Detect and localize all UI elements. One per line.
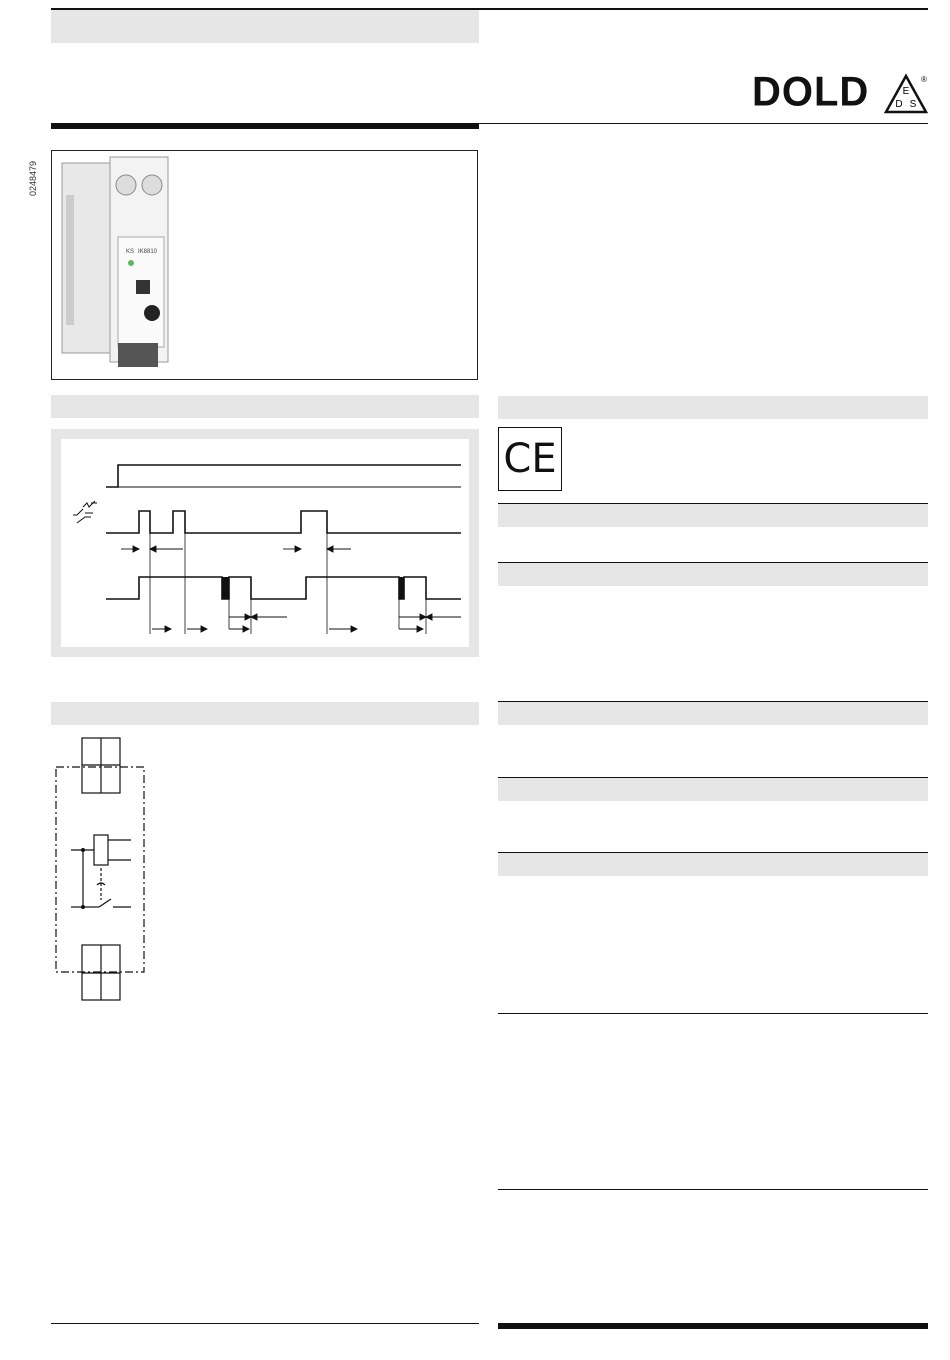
supply-voltage-line [106, 465, 461, 487]
dold-logo: DOLD [752, 68, 870, 116]
approvals-heading-bar [498, 396, 928, 419]
function-heading-bar [498, 563, 928, 586]
output-pulse-mark-1 [222, 577, 229, 599]
enclosure-dashed-border [56, 767, 144, 972]
product-device-illustration [60, 155, 180, 375]
output-pulse-mark-2 [399, 577, 404, 599]
notes-heading-bar [498, 778, 928, 801]
footer-left-rule [51, 1323, 479, 1324]
registered-mark: ® [921, 75, 927, 84]
eds-letter-s: S [909, 99, 917, 110]
eds-letter-d: D [895, 99, 903, 110]
section-divider-1 [498, 1013, 928, 1014]
header-title-bar [51, 10, 479, 43]
timing-diagram [61, 439, 469, 647]
control-input-line [106, 511, 461, 533]
circuit-diagram [51, 735, 161, 1005]
eds-letter-e: E [902, 86, 910, 97]
header-top-rule [51, 8, 928, 10]
header-thin-rule [479, 123, 928, 124]
output-relay-line [106, 577, 461, 599]
ce-mark-box [498, 427, 562, 491]
indicators-heading-bar [498, 702, 928, 725]
header-thick-rule [51, 123, 479, 129]
device-brand-label: KS [126, 249, 135, 255]
technical-data-heading-bar [498, 853, 928, 876]
footer-thick-rule [498, 1323, 928, 1329]
section-divider-2 [498, 1189, 928, 1190]
function-diagram-heading-bar [51, 395, 479, 418]
eds-triangle-icon [884, 72, 930, 116]
ce-mark: CE [503, 436, 557, 482]
circuit-diagram-heading-bar [51, 702, 479, 725]
relay-coil-symbol [94, 835, 108, 865]
applications-heading-bar [498, 504, 928, 527]
device-model-label: IK8810 [138, 249, 158, 255]
document-number: 0248479 [28, 160, 38, 196]
